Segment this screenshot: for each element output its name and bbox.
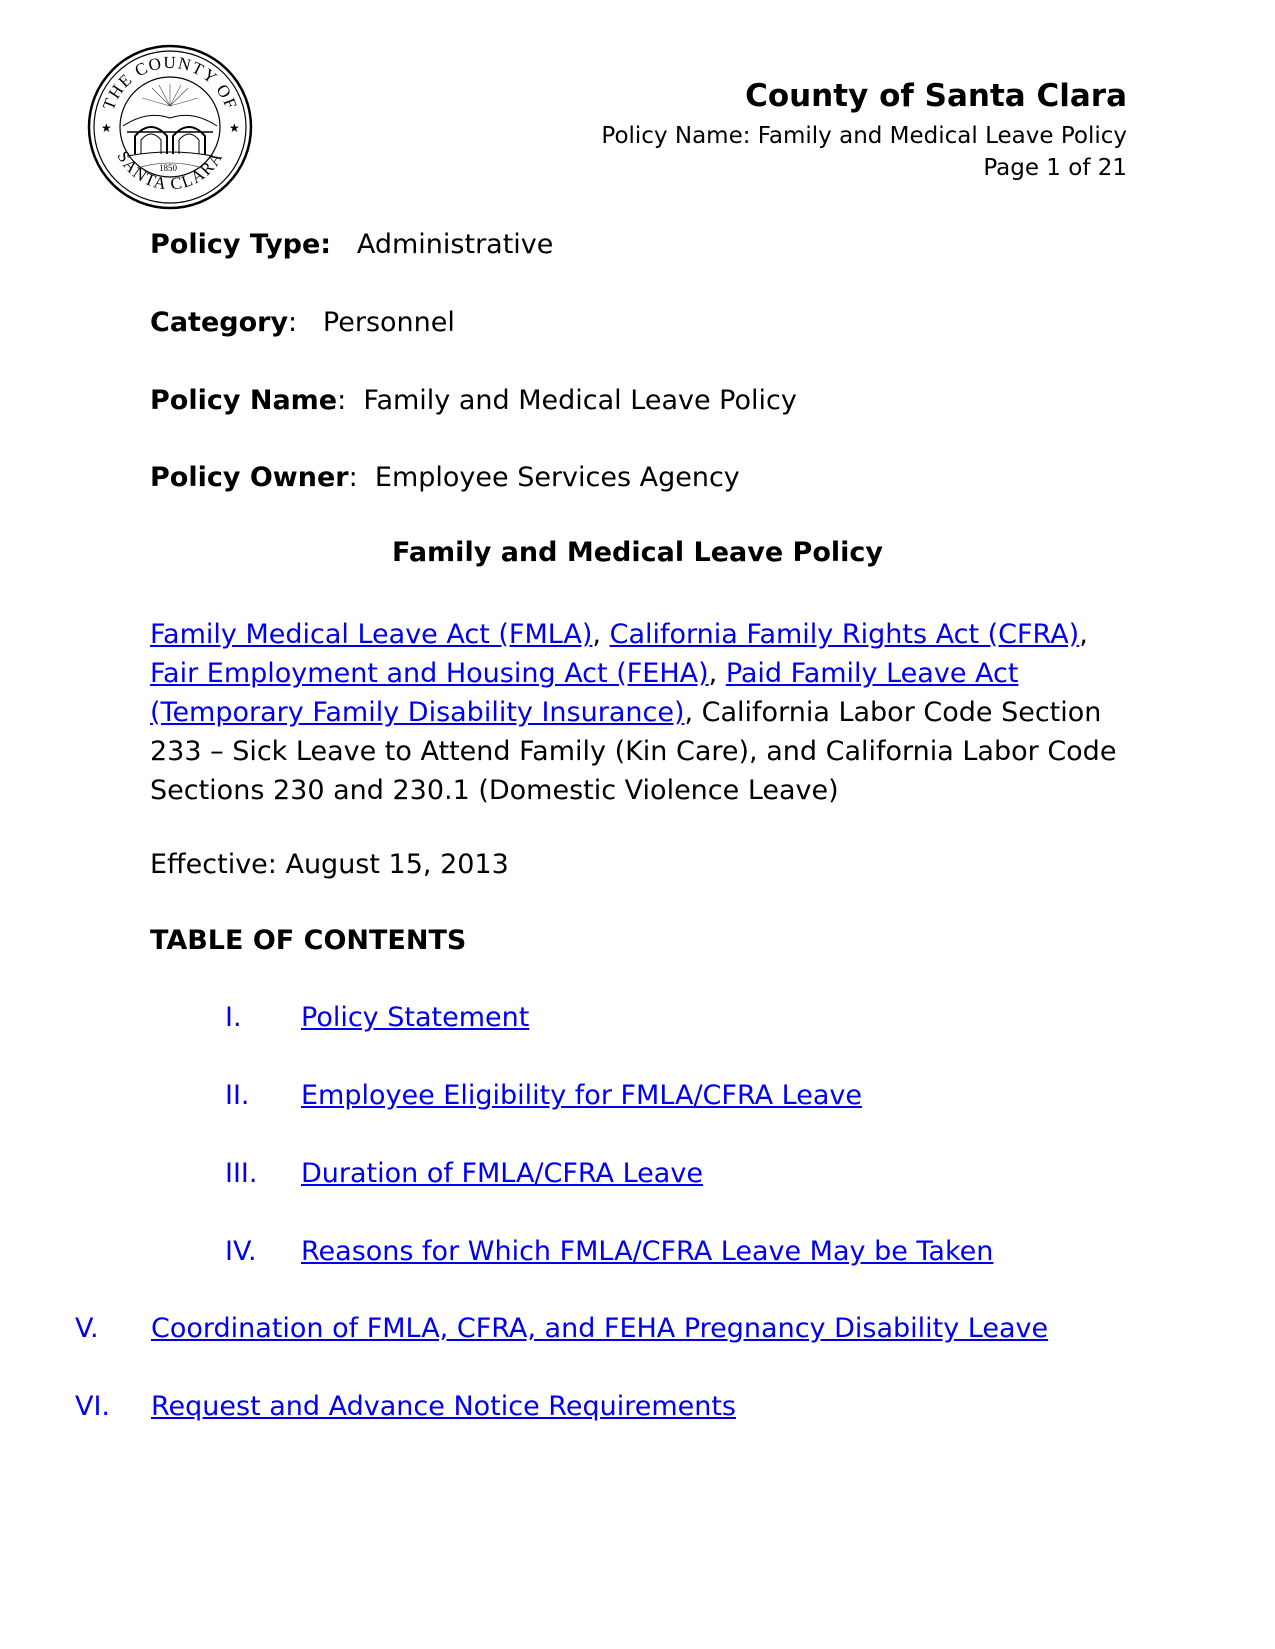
policy-type-label: Policy Type: xyxy=(150,229,332,260)
feha-link[interactable]: Fair Employment and Housing Act (FEHA) xyxy=(150,658,709,689)
toc-item-request-notice[interactable]: VI. Request and Advance Notice Requirements xyxy=(75,1391,736,1422)
effective-date: Effective: August 15, 2013 xyxy=(150,849,509,880)
svg-text:★: ★ xyxy=(101,121,112,135)
legal-references-paragraph: Family Medical Leave Act (FMLA), California Family Rights Act (CFRA), Fair Employment and Housing Act (FEHA), Paid Family Leave Act (Temporary Family Disability Insurance), California Labor Code Section 233 – Sick Leave to Attend Family (Kin Care), and California Labor Code Sections 230 and 230.1 (Domestic Violence Leave) xyxy=(150,619,1117,806)
toc-item-duration[interactable]: III. Duration of FMLA/CFRA Leave xyxy=(225,1158,703,1189)
category-label: Category xyxy=(150,307,289,338)
policy-type-value: Administrative xyxy=(356,229,554,260)
policy-type-field xyxy=(150,229,553,260)
policy-name-label: Policy Name xyxy=(150,385,338,416)
svg-text:★: ★ xyxy=(229,121,240,135)
svg-text:1850: 1850 xyxy=(159,163,177,173)
svg-text:SANTA CLARA: SANTA CLARA xyxy=(113,147,227,194)
intro-text: , California Labor Code Section 233 – Sick Leave to Attend Family (Kin Care), and California Labor Code Sections 230 and 230.1 (Domestic Violence Leave) xyxy=(150,697,1117,806)
policy-owner-field: Policy Owner: Employee Services Agency xyxy=(150,462,740,493)
cfra-link[interactable]: California Family Rights Act (CFRA) xyxy=(609,619,1080,650)
toc-item-policy-statement[interactable]: I. Policy Statement xyxy=(225,1002,530,1033)
category-value: Personnel xyxy=(322,307,455,338)
policy-owner-label: Policy Owner xyxy=(150,462,349,493)
header-policy-name: Policy Name: Family and Medical Leave Policy xyxy=(601,123,1127,149)
policy-owner-value: Employee Services Agency xyxy=(374,462,740,493)
toc-heading: TABLE OF CONTENTS xyxy=(150,925,467,956)
toc-item-reasons[interactable]: IV. Reasons for Which FMLA/CFRA Leave May be Taken xyxy=(225,1236,994,1267)
page-number: Page 1 of 21 xyxy=(983,155,1127,181)
policy-name-field: Policy Name: Family and Medical Leave Policy xyxy=(150,385,797,416)
policy-name-value: Family and Medical Leave Policy xyxy=(363,385,797,416)
organization-name: County of Santa Clara xyxy=(745,78,1127,114)
toc-item-employee-eligibility[interactable]: II. Employee Eligibility for FMLA/CFRA Leave xyxy=(225,1080,862,1111)
toc-item-coordination[interactable]: V. Coordination of FMLA, CFRA, and FEHA Pregnancy Disability Leave xyxy=(75,1313,1049,1344)
category-field: Category: Personnel xyxy=(150,307,455,338)
county-seal-logo xyxy=(87,44,253,210)
document-title: Family and Medical Leave Policy xyxy=(391,537,884,568)
paid-family-leave-link[interactable]: Paid Family Leave Act (Temporary Family Disability Insurance) xyxy=(150,658,1019,728)
fmla-link[interactable]: Family Medical Leave Act (FMLA) xyxy=(150,619,593,650)
svg-text:THE COUNTY OF: THE COUNTY OF xyxy=(98,52,242,113)
